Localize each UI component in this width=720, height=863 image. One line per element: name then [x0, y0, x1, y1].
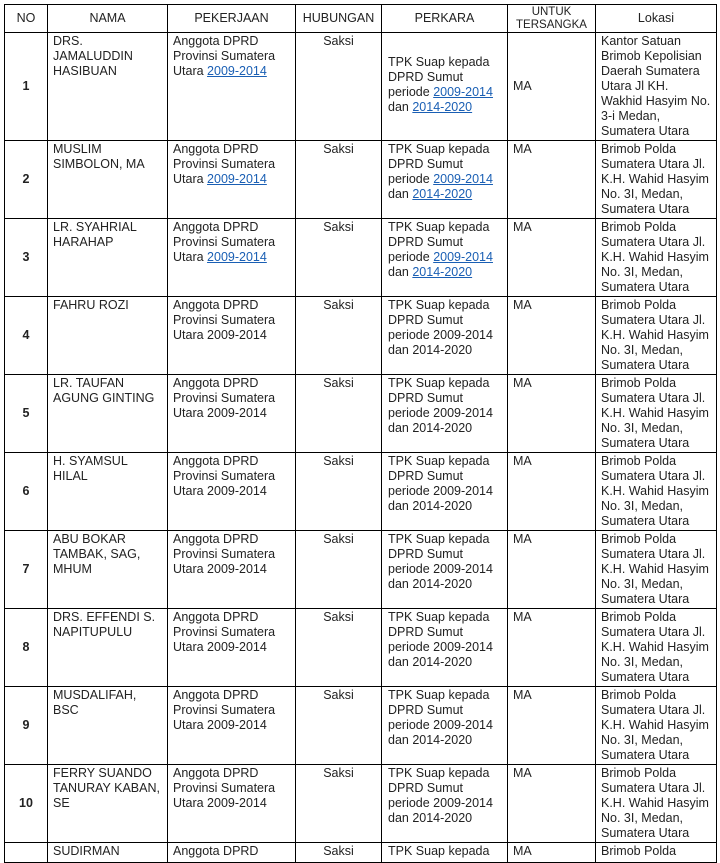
row-untuk-tersangka: MA	[508, 531, 596, 609]
row-pekerjaan	[168, 531, 296, 609]
row-nama: MUSLIM SIMBOLON, MA	[48, 141, 168, 219]
row-lokasi: Brimob Polda Sumatera Utara Jl. K.H. Wahid Hasyim No. 3I, Medan, Sumatera Utara	[596, 531, 717, 609]
row-untuk-tersangka: MA	[508, 765, 596, 843]
row-nama: ABU BOKAR TAMBAK, SAG, MHUM	[48, 531, 168, 609]
perkara-text: TPK Suap kepada DPRD Sumut periode 2009-2014 dan 2014-2020	[388, 766, 493, 825]
row-nama: SUDIRMAN	[48, 843, 168, 863]
header-nama: NAMA	[48, 5, 168, 33]
row-perkara	[382, 33, 508, 141]
perkara-content	[388, 532, 502, 592]
perkara-content	[388, 688, 502, 748]
perkara-content	[388, 844, 502, 859]
perkara-period-link-1[interactable]: 2009-2014	[433, 85, 493, 99]
perkara-text: TPK Suap kepada DPRD Sumut periode 2009-2014 dan 2014-2020	[388, 532, 493, 591]
row-untuk-tersangka: MA	[508, 33, 596, 141]
row-pekerjaan	[168, 141, 296, 219]
perkara-text: TPK Suap kepada DPRD Sumut periode	[388, 55, 490, 99]
header-pekerjaan: PEKERJAAN	[168, 5, 296, 33]
perkara-content	[388, 454, 502, 514]
row-lokasi: Brimob Polda Sumatera Utara Jl. K.H. Wahid Hasyim No. 3I, Medan, Sumatera Utara	[596, 375, 717, 453]
row-pekerjaan	[168, 765, 296, 843]
row-no: 6	[5, 453, 48, 531]
row-lokasi: Brimob Polda Sumatera Utara Jl. K.H. Wahid Hasyim No. 3I, Medan, Sumatera Utara	[596, 765, 717, 843]
row-lokasi: Brimob Polda Sumatera Utara Jl. K.H. Wahid Hasyim No. 3I, Medan, Sumatera Utara	[596, 219, 717, 297]
row-nama: DRS. EFFENDI S. NAPITUPULU	[48, 609, 168, 687]
perkara-content	[388, 142, 502, 202]
row-untuk-tersangka: MA	[508, 687, 596, 765]
row-no: 2	[5, 141, 48, 219]
row-lokasi: Brimob Polda	[596, 843, 717, 863]
perkara-text: TPK Suap kepada DPRD Sumut periode	[388, 220, 490, 264]
pekerjaan-text: Anggota DPRD Provinsi Sumatera Utara 2009-2014	[173, 766, 276, 810]
pekerjaan-period-link[interactable]: 2009-2014	[207, 172, 267, 186]
row-pekerjaan	[168, 843, 296, 863]
perkara-connector: dan	[388, 100, 413, 114]
row-hubungan: Saksi	[296, 297, 382, 375]
pekerjaan-text: Anggota DPRD Provinsi Sumatera Utara	[173, 34, 276, 78]
pekerjaan-text: Anggota DPRD Provinsi Sumatera Utara 2009-2014	[173, 688, 276, 732]
row-pekerjaan	[168, 219, 296, 297]
row-hubungan: Saksi	[296, 765, 382, 843]
perkara-text: TPK Suap kepada DPRD Sumut periode	[388, 142, 490, 186]
row-hubungan: Saksi	[296, 609, 382, 687]
perkara-period-link-2[interactable]: 2014-2020	[412, 187, 473, 201]
row-perkara	[382, 297, 508, 375]
perkara-content	[388, 220, 502, 280]
perkara-period-link-2[interactable]: 2014-2020	[412, 100, 473, 114]
row-pekerjaan	[168, 453, 296, 531]
row-hubungan: Saksi	[296, 33, 382, 141]
row-nama: FERRY SUANDO TANURAY KABAN, SE	[48, 765, 168, 843]
row-hubungan: Saksi	[296, 843, 382, 863]
perkara-content	[388, 298, 502, 358]
row-pekerjaan	[168, 609, 296, 687]
row-untuk-tersangka: MA	[508, 297, 596, 375]
perkara-text: TPK Suap kepada DPRD Sumut periode 2009-2014 dan 2014-2020	[388, 688, 493, 747]
table-body	[5, 33, 717, 863]
row-nama: LR. SYAHRIAL HARAHAP	[48, 219, 168, 297]
row-untuk-tersangka: MA	[508, 141, 596, 219]
row-lokasi: Brimob Polda Sumatera Utara Jl. K.H. Wahid Hasyim No. 3I, Medan, Sumatera Utara	[596, 687, 717, 765]
perkara-content	[388, 610, 502, 670]
row-nama: MUSDALIFAH, BSC	[48, 687, 168, 765]
table-row	[5, 687, 717, 765]
row-perkara	[382, 141, 508, 219]
row-no: 9	[5, 687, 48, 765]
pekerjaan-text: Anggota DPRD Provinsi Sumatera Utara	[173, 220, 276, 264]
table-row	[5, 765, 717, 843]
table-row	[5, 297, 717, 375]
row-untuk-tersangka: MA	[508, 609, 596, 687]
perkara-content	[388, 376, 502, 436]
row-untuk-tersangka: MA	[508, 843, 596, 863]
row-untuk-tersangka: MA	[508, 453, 596, 531]
row-hubungan: Saksi	[296, 687, 382, 765]
row-pekerjaan	[168, 297, 296, 375]
table-row	[5, 609, 717, 687]
table-row	[5, 141, 717, 219]
pekerjaan-text: Anggota DPRD Provinsi Sumatera Utara 2009-2014	[173, 532, 276, 576]
row-pekerjaan	[168, 375, 296, 453]
perkara-content	[388, 34, 502, 115]
perkara-period-link-2[interactable]: 2014-2020	[412, 265, 473, 279]
perkara-text: TPK Suap kepada DPRD Sumut periode 2009-2014 dan 2014-2020	[388, 298, 493, 357]
row-perkara	[382, 219, 508, 297]
row-untuk-tersangka: MA	[508, 375, 596, 453]
row-perkara	[382, 687, 508, 765]
row-lokasi: Brimob Polda Sumatera Utara Jl. K.H. Wahid Hasyim No. 3I, Medan, Sumatera Utara	[596, 609, 717, 687]
header-untuk-tersangka-label: UNTUK TERSANGKA	[516, 5, 587, 31]
row-perkara	[382, 765, 508, 843]
row-lokasi: Kantor Satuan Brimob Kepolisian Daerah Sumatera Utara Jl KH. Wakhid Hasyim No. 3-i Medan, Sumatera Utara	[596, 33, 717, 141]
pekerjaan-period-link[interactable]: 2009-2014	[207, 64, 267, 78]
row-no: 7	[5, 531, 48, 609]
pekerjaan-text: Anggota DPRD Provinsi Sumatera Utara 2009-2014	[173, 376, 276, 420]
row-no: 5	[5, 375, 48, 453]
row-no: 4	[5, 297, 48, 375]
table-row	[5, 375, 717, 453]
row-nama: LR. TAUFAN AGUNG GINTING	[48, 375, 168, 453]
row-no: 3	[5, 219, 48, 297]
row-perkara	[382, 375, 508, 453]
row-no: 10	[5, 765, 48, 843]
row-nama: H. SYAMSUL HILAL	[48, 453, 168, 531]
row-hubungan: Saksi	[296, 141, 382, 219]
row-lokasi: Brimob Polda Sumatera Utara Jl. K.H. Wahid Hasyim No. 3I, Medan, Sumatera Utara	[596, 453, 717, 531]
row-lokasi: Brimob Polda Sumatera Utara Jl. K.H. Wahid Hasyim No. 3I, Medan, Sumatera Utara	[596, 141, 717, 219]
row-untuk-tersangka: MA	[508, 219, 596, 297]
pekerjaan-text: Anggota DPRD	[173, 844, 259, 858]
perkara-text: TPK Suap kepada DPRD Sumut periode 2009-2014 dan 2014-2020	[388, 454, 493, 513]
perkara-text: TPK Suap kepada DPRD Sumut periode 2009-2014 dan 2014-2020	[388, 610, 493, 669]
row-no: 8	[5, 609, 48, 687]
row-no	[5, 843, 48, 863]
row-lokasi: Brimob Polda Sumatera Utara Jl. K.H. Wahid Hasyim No. 3I, Medan, Sumatera Utara	[596, 297, 717, 375]
header-hubungan: HUBUNGAN	[296, 5, 382, 33]
perkara-connector: dan	[388, 187, 413, 201]
pekerjaan-text: Anggota DPRD Provinsi Sumatera Utara 2009-2014	[173, 610, 276, 654]
pekerjaan-text: Anggota DPRD Provinsi Sumatera Utara 2009-2014	[173, 298, 276, 342]
row-hubungan: Saksi	[296, 375, 382, 453]
pekerjaan-period-link[interactable]: 2009-2014	[207, 250, 267, 264]
witness-table	[4, 4, 717, 863]
header-perkara: PERKARA	[382, 5, 508, 33]
row-hubungan: Saksi	[296, 219, 382, 297]
header-lokasi: Lokasi	[596, 5, 717, 33]
perkara-content	[388, 766, 502, 826]
table-row	[5, 219, 717, 297]
header-untuk-tersangka	[508, 5, 596, 33]
header-no: NO	[5, 5, 48, 33]
pekerjaan-text: Anggota DPRD Provinsi Sumatera Utara 2009-2014	[173, 454, 276, 498]
row-hubungan: Saksi	[296, 531, 382, 609]
row-pekerjaan	[168, 687, 296, 765]
row-hubungan: Saksi	[296, 453, 382, 531]
perkara-text: TPK Suap kepada DPRD Sumut periode 2009-2014 dan 2014-2020	[388, 376, 493, 435]
row-nama: FAHRU ROZI	[48, 297, 168, 375]
row-perkara	[382, 453, 508, 531]
header-row	[5, 5, 717, 33]
row-perkara	[382, 531, 508, 609]
row-no: 1	[5, 33, 48, 141]
table-row	[5, 453, 717, 531]
row-nama: DRS. JAMALUDDIN HASIBUAN	[48, 33, 168, 141]
row-perkara	[382, 843, 508, 863]
row-pekerjaan	[168, 33, 296, 141]
table-row	[5, 843, 717, 863]
perkara-period-link-1[interactable]: 2009-2014	[433, 172, 493, 186]
table-row	[5, 33, 717, 141]
perkara-period-link-1[interactable]: 2009-2014	[433, 250, 493, 264]
table-row	[5, 531, 717, 609]
perkara-text: TPK Suap kepada	[388, 844, 490, 858]
row-perkara	[382, 609, 508, 687]
pekerjaan-text: Anggota DPRD Provinsi Sumatera Utara	[173, 142, 276, 186]
perkara-connector: dan	[388, 265, 413, 279]
